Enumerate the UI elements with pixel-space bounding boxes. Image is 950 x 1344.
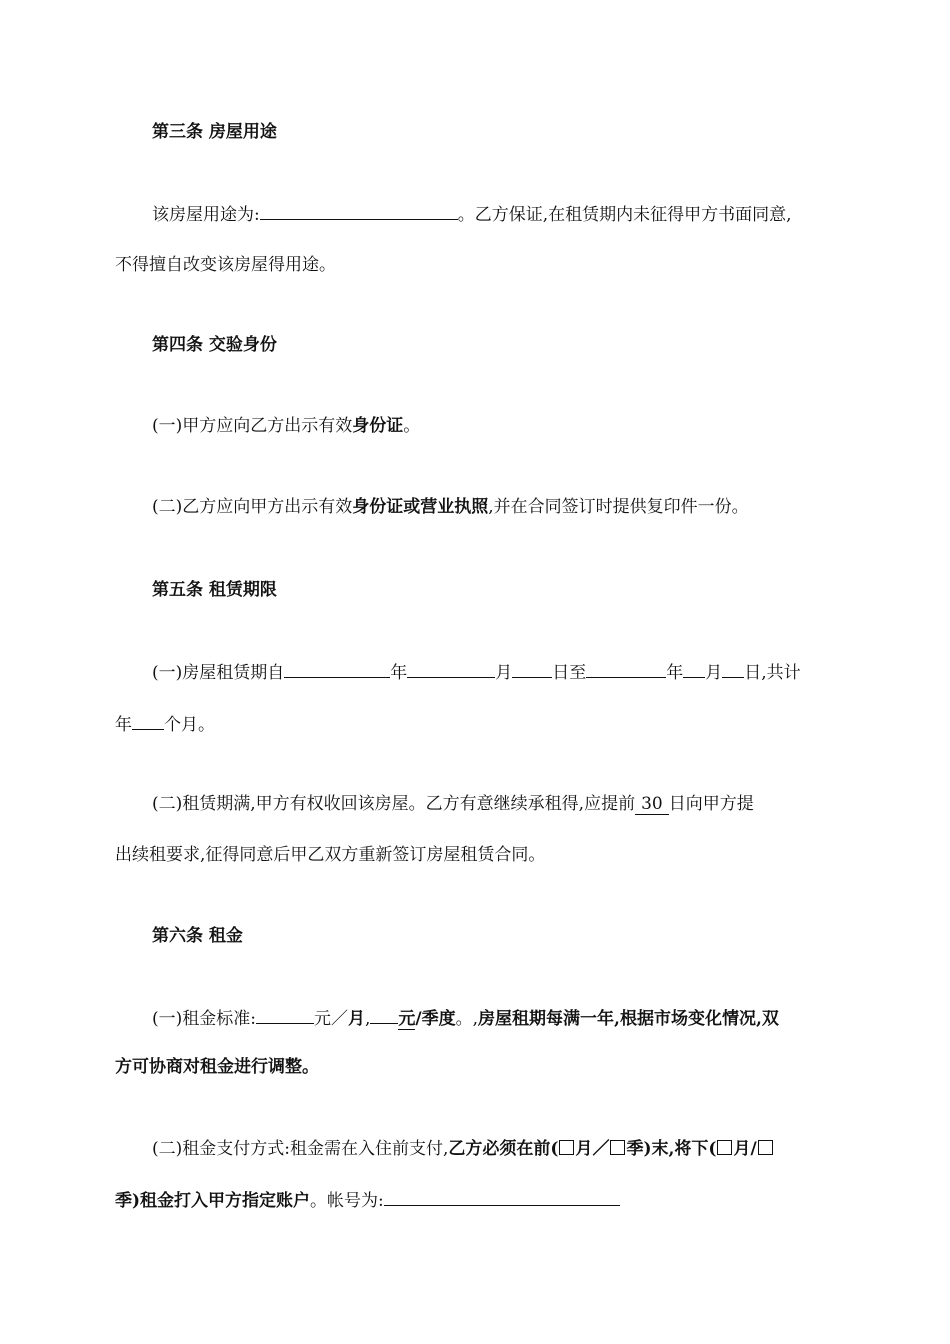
text: 季)租金打入甲方指定账户 <box>115 1191 311 1211</box>
next-month-checkbox[interactable] <box>717 1140 732 1155</box>
text: 月／ <box>575 1139 610 1159</box>
text: 元／ <box>314 1009 348 1029</box>
start-year-blank[interactable] <box>284 659 390 678</box>
article-3-heading: 第三条 房屋用途 <box>152 122 277 142</box>
usage-blank[interactable] <box>260 201 458 220</box>
text: , <box>365 1009 371 1029</box>
text: 。帐号为: <box>310 1191 384 1211</box>
text: 乙方必须在前( <box>448 1139 559 1159</box>
article-6-para-4 <box>115 1187 950 1213</box>
article-4-heading: 第四条 交验身份 <box>152 335 277 355</box>
text: 月/ <box>733 1139 757 1159</box>
text: /季度 <box>415 1009 456 1029</box>
text: 身份证 <box>352 416 404 436</box>
text: 房屋租期每满一年,根据市场变化情况,双 <box>478 1009 779 1029</box>
next-quarter-checkbox[interactable] <box>758 1140 773 1155</box>
text: 。乙方保证,在租赁期内未征得甲方书面同意, <box>457 205 792 225</box>
notice-days-field[interactable]: 30 <box>635 794 669 815</box>
text: 元 <box>398 1009 416 1029</box>
text: (一)甲方应向乙方出示有效 <box>152 416 353 436</box>
article-3-para-1 <box>152 201 950 227</box>
text: 季)末,将下( <box>626 1139 717 1159</box>
article-4-para-2 <box>152 495 950 519</box>
text: 日至 <box>552 663 587 683</box>
text: 。, <box>455 1009 479 1029</box>
article-5-para-2 <box>115 711 950 737</box>
account-blank[interactable] <box>384 1187 620 1206</box>
text: 年 <box>115 715 132 735</box>
text: 月 <box>705 663 723 683</box>
rent-quarter-blank[interactable] <box>370 1005 398 1024</box>
text: (一)租金标准: <box>152 1009 256 1029</box>
month-checkbox[interactable] <box>559 1140 574 1155</box>
text: (二)乙方应向甲方出示有效 <box>152 497 353 517</box>
text: 年 <box>390 663 408 683</box>
article-6-para-2: 方可协商对租金进行调整。 <box>115 1057 319 1077</box>
article-5-para-3 <box>152 792 950 816</box>
start-day-blank[interactable] <box>512 659 552 678</box>
text: 年 <box>666 663 684 683</box>
end-year-blank[interactable] <box>586 659 666 678</box>
text: (二)租赁期满,甲方有权收回该房屋。乙方有意继续承租得,应提前 <box>152 794 636 814</box>
article-6-para-1 <box>152 1005 950 1031</box>
start-month-blank[interactable] <box>407 659 495 678</box>
text: (二)租金支付方式:租金需在入住前支付, <box>152 1139 449 1159</box>
article-5-para-1 <box>152 659 950 685</box>
text: 日,共计 <box>744 663 801 683</box>
article-5-para-4: 出续租要求,征得同意后甲乙双方重新签订房屋租赁合同。 <box>115 845 546 865</box>
text: ,并在合同签订时提供复印件一份。 <box>488 497 749 517</box>
text: 日向甲方提 <box>668 794 754 814</box>
article-5-heading: 第五条 租赁期限 <box>152 580 277 600</box>
text: 月 <box>348 1009 365 1029</box>
text: 。 <box>403 416 421 436</box>
article-4-para-1 <box>152 414 950 438</box>
end-month-blank[interactable] <box>683 659 705 678</box>
text: 身份证或营业执照 <box>352 497 489 517</box>
quarter-checkbox[interactable] <box>610 1140 625 1155</box>
text: 个月。 <box>164 715 215 735</box>
text: (一)房屋租赁期自 <box>152 663 285 683</box>
months-blank[interactable] <box>132 711 164 730</box>
text: 月 <box>495 663 513 683</box>
end-day-blank[interactable] <box>722 659 744 678</box>
rent-month-blank[interactable] <box>256 1005 314 1024</box>
text: 该房屋用途为: <box>152 205 260 225</box>
article-6-heading: 第六条 租金 <box>152 926 243 946</box>
article-3-para-2: 不得擅自改变该房屋得用途。 <box>115 255 336 275</box>
article-6-para-3 <box>152 1137 950 1161</box>
